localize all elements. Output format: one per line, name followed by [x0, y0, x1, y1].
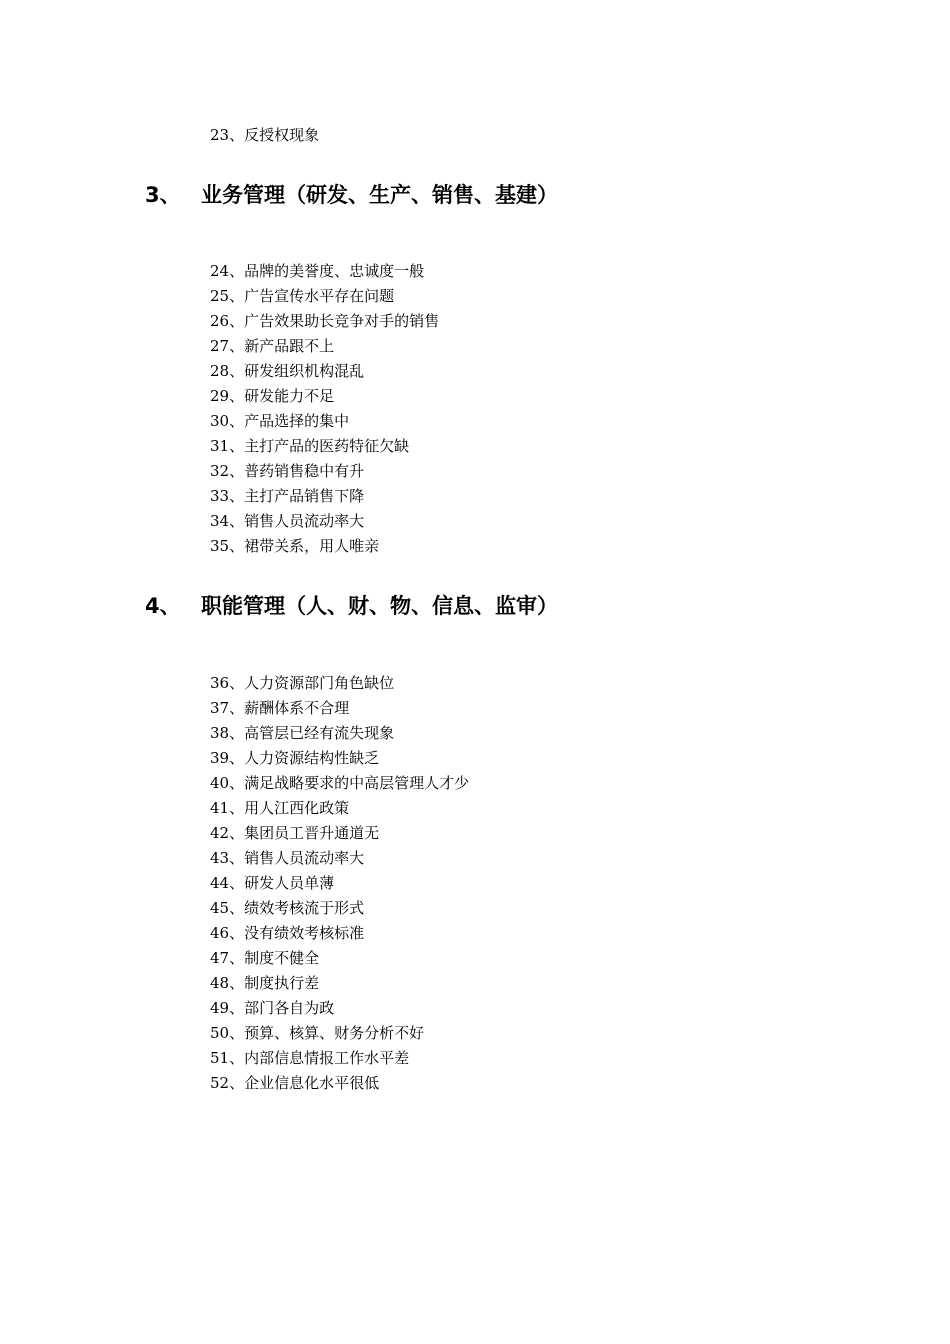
list-item: 29、研发能力不足 [210, 387, 335, 405]
list-item: 44、研发人员单薄 [210, 874, 335, 892]
list-item: 35、裙带关系，用人唯亲 [210, 537, 380, 555]
list-item: 30、产品选择的集中 [210, 412, 350, 430]
list-item: 45、绩效考核流于形式 [210, 899, 365, 917]
list-item: 42、集团员工晋升通道无 [210, 824, 380, 842]
list-item: 40、满足战略要求的中高层管理人才少 [210, 774, 470, 792]
section-4-title: 职能管理（人、财、物、信息、监审） [201, 594, 558, 618]
list-item: 33、主打产品销售下降 [210, 487, 365, 505]
section-4-number: 4、 [145, 594, 181, 618]
list-item: 28、研发组织机构混乱 [210, 362, 365, 380]
section-3-title: 业务管理（研发、生产、销售、基建） [201, 183, 558, 207]
list-item: 48、制度执行差 [210, 974, 320, 992]
list-item: 37、薪酬体系不合理 [210, 699, 350, 717]
list-item: 27、新产品跟不上 [210, 337, 335, 355]
list-item: 51、内部信息情报工作水平差 [210, 1049, 410, 1067]
list-item: 26、广告效果助长竞争对手的销售 [210, 312, 440, 330]
list-item: 34、销售人员流动率大 [210, 512, 365, 530]
list-item: 25、广告宣传水平存在问题 [210, 287, 395, 305]
list-item: 52、企业信息化水平很低 [210, 1074, 380, 1092]
list-item: 49、部门各自为政 [210, 999, 335, 1017]
list-item: 50、预算、核算、财务分析不好 [210, 1024, 425, 1042]
list-item: 47、制度不健全 [210, 949, 320, 967]
section-4-heading [145, 591, 558, 621]
list-item-intro: 23、反授权现象 [210, 126, 320, 144]
list-item: 32、普药销售稳中有升 [210, 462, 365, 480]
list-item: 46、没有绩效考核标准 [210, 924, 365, 942]
list-item: 38、高管层已经有流失现象 [210, 724, 395, 742]
list-item: 24、品牌的美誉度、忠诚度一般 [210, 262, 425, 280]
list-item: 39、人力资源结构性缺乏 [210, 749, 380, 767]
list-item: 43、销售人员流动率大 [210, 849, 365, 867]
section-3-list [210, 259, 439, 559]
list-item: 41、用人江西化政策 [210, 799, 350, 817]
section-4-list [210, 671, 469, 1096]
list-item: 36、人力资源部门角色缺位 [210, 674, 395, 692]
section-3-number: 3、 [145, 183, 181, 207]
section-3-heading [145, 180, 558, 210]
list-item: 31、主打产品的医药特征欠缺 [210, 437, 410, 455]
